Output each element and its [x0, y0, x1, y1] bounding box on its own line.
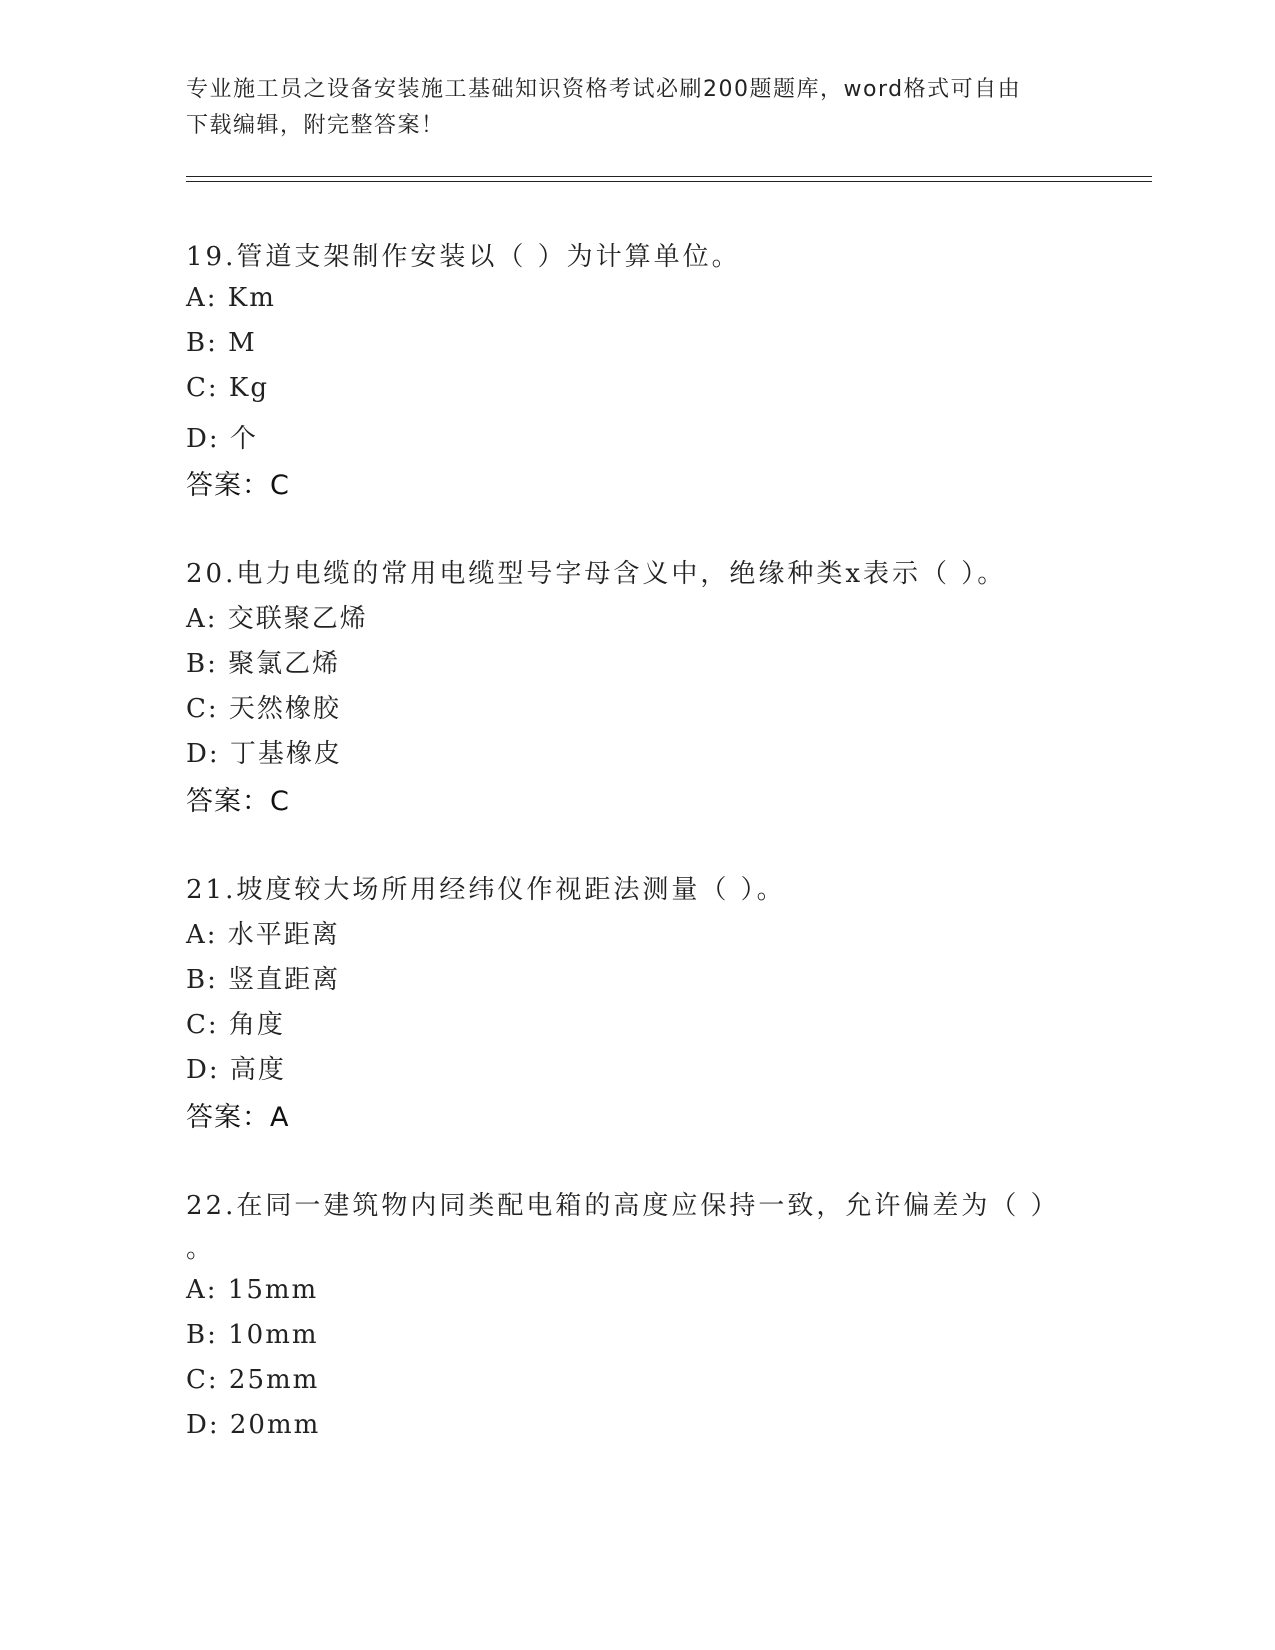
header-line-2: 下载编辑，附完整答案！	[186, 113, 445, 138]
question-19-option-a: A: Km	[186, 283, 276, 313]
question-19-option-c: C: Kg	[186, 373, 269, 403]
header-line-1: 专业施工员之设备安装施工基础知识资格考试必刷200题题库，word格式可自由	[186, 77, 1022, 102]
question-22-stem: 22.在同一建筑物内同类配电箱的高度应保持一致，允许偏差为（ ）	[186, 1191, 1060, 1221]
question-19-stem: 19.管道支架制作安装以（ ）为计算单位。	[186, 242, 741, 272]
question-19-option-d: D: 个	[186, 424, 258, 454]
question-20-option-b: B: 聚氯乙烯	[186, 649, 341, 679]
question-21-option-d: D: 高度	[186, 1055, 286, 1085]
question-22-option-b: B: 10mm	[186, 1320, 319, 1350]
question-21-option-c: C: 角度	[186, 1010, 285, 1040]
question-21-stem: 21.坡度较大场所用经纬仪作视距法测量（ ）。	[186, 875, 786, 905]
header-divider-bottom	[186, 181, 1152, 182]
question-22-option-a: A: 15mm	[186, 1275, 319, 1305]
question-20-option-a: A: 交联聚乙烯	[186, 604, 368, 634]
question-20-answer: 答案：C	[186, 786, 290, 817]
question-20-option-d: D: 丁基橡皮	[186, 739, 342, 769]
question-21-option-a: A: 水平距离	[186, 920, 340, 950]
question-19-option-b: B: M	[186, 328, 257, 358]
question-22-option-c: C: 25mm	[186, 1365, 320, 1395]
question-22-option-d: D: 20mm	[186, 1410, 321, 1440]
question-19-answer: 答案：C	[186, 470, 290, 501]
question-22-stem-continuation: 。	[186, 1234, 213, 1264]
question-21-option-b: B: 竖直距离	[186, 965, 341, 995]
question-21-answer: 答案：A	[186, 1102, 290, 1133]
question-20-stem: 20.电力电缆的常用电缆型号字母含义中，绝缘种类x表示（ ）。	[186, 559, 1007, 589]
document-header	[186, 72, 1066, 144]
header-divider-top	[186, 176, 1152, 177]
question-20-option-c: C: 天然橡胶	[186, 694, 341, 724]
